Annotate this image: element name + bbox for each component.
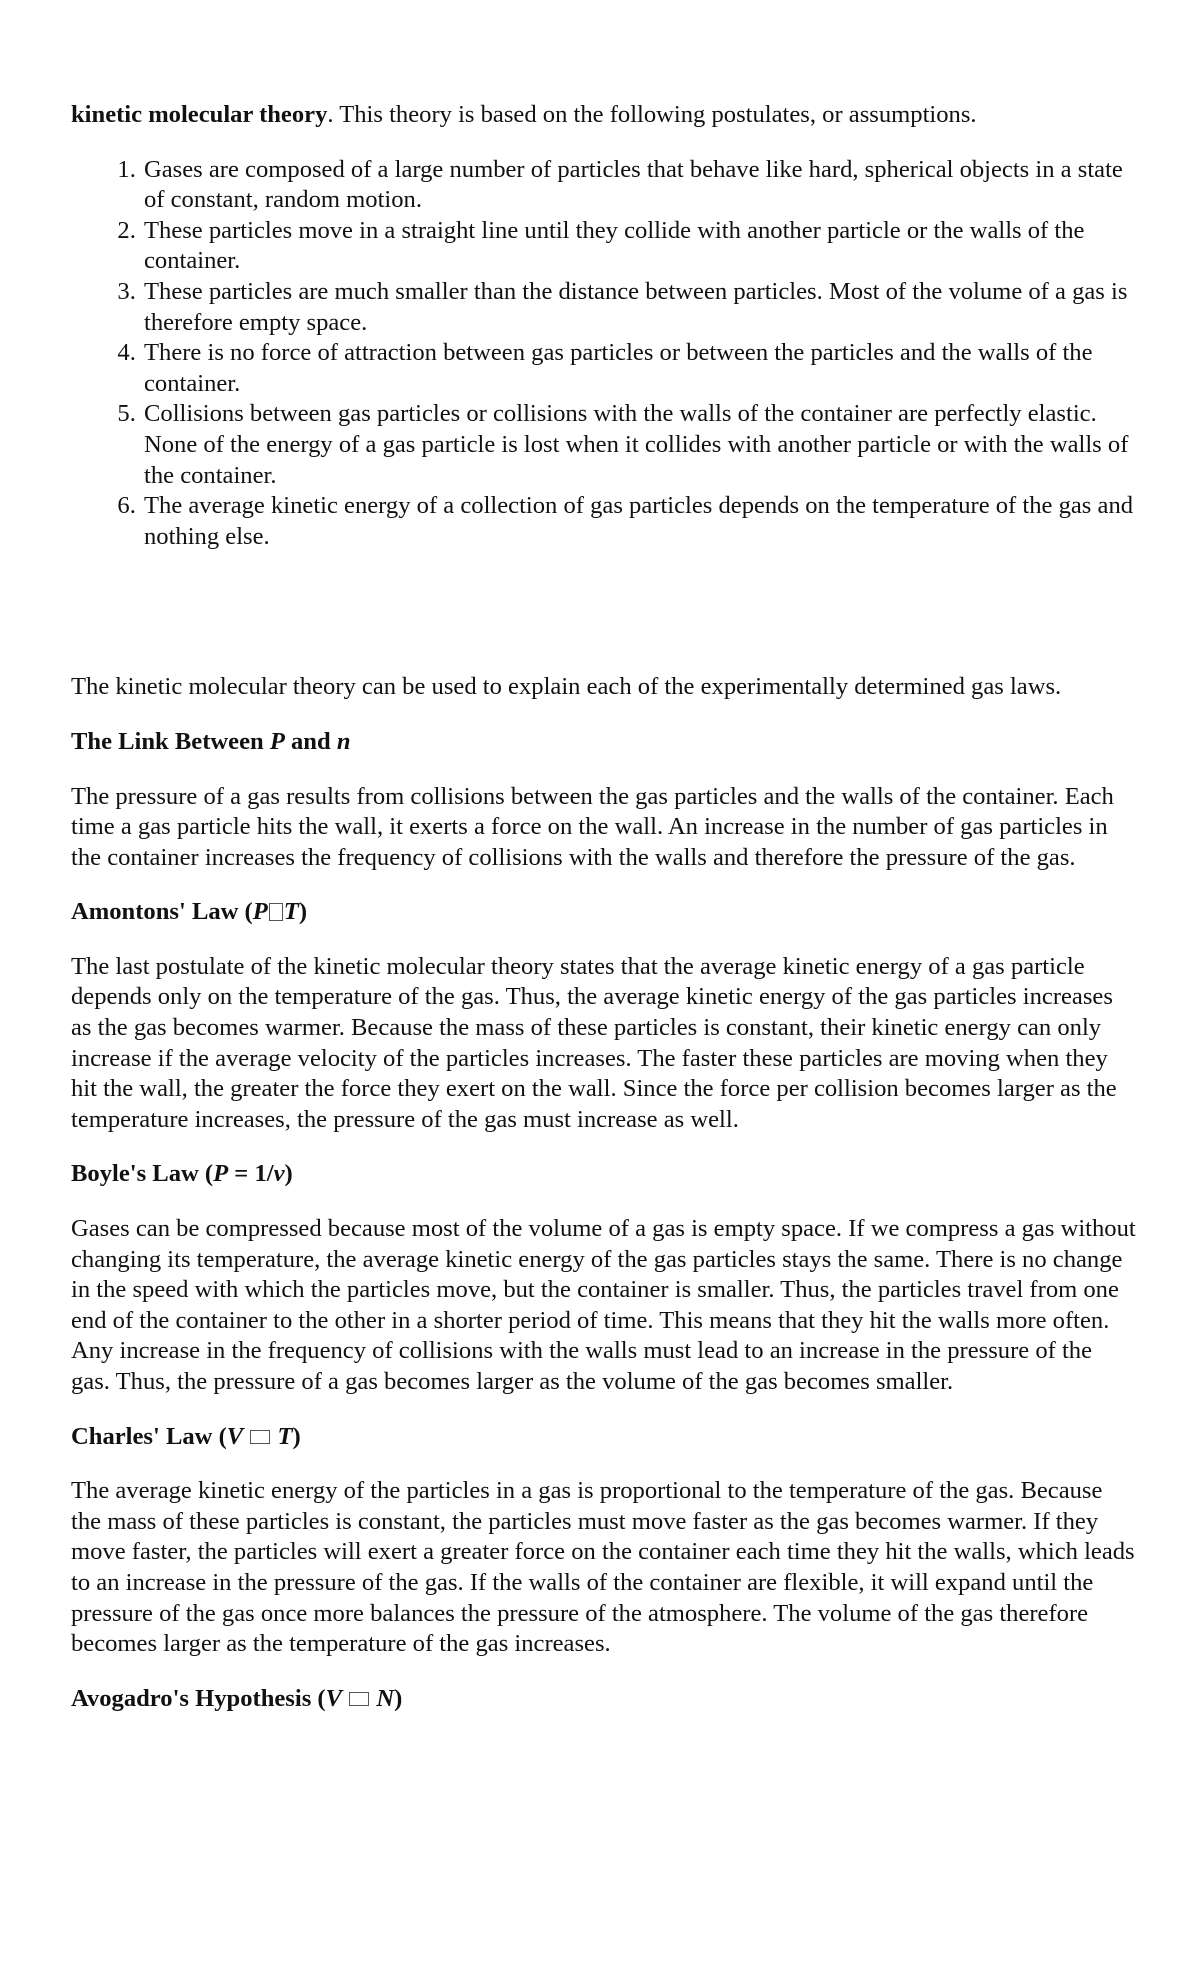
heading-amontons	[71, 897, 1137, 928]
postulate-item: 2. These particles move in a straight line until they collide with another particle or the walls of the container.	[142, 216, 1137, 277]
heading-var: V	[226, 1422, 244, 1450]
intro-term: kinetic molecular theory	[71, 101, 328, 128]
heading-text: Charles' Law (	[71, 1422, 227, 1450]
heading-var: P	[213, 1160, 229, 1188]
heading-text: )	[298, 898, 308, 926]
missing-glyph-icon	[269, 903, 283, 921]
body-charles: The average kinetic energy of the particles in a gas is proportional to the temperature of the gas. Because the mass of these particles is constant, the particles must move faster as the gas becomes warmer. If they move faster, the particles will exert a greater force on the container each time they hit the walls, which leads to an increase in the pressure of the gas. If the walls of the container are flexible, it will expand until the pressure of the gas once more balances the pressure of the atmosphere. The volume of the gas therefore becomes larger as the temperature of the gas increases.	[71, 1477, 1135, 1658]
document-page	[71, 100, 1137, 1738]
postulates-list	[71, 155, 1137, 553]
heading-var: n	[336, 727, 351, 755]
spacer	[71, 552, 1137, 672]
postulate-item: 4. There is no force of attraction between gas particles or between the particles and the walls of the container.	[142, 338, 1137, 399]
heading-p-n	[71, 727, 1137, 758]
heading-text: Boyle's Law (	[71, 1160, 214, 1188]
body-boyle: Gases can be compressed because most of the volume of a gas is empty space. If we compress a gas without changing its temperature, the average kinetic energy of the gas particles stays the same. There is no change in the speed with which the particles move, but the container is smaller. Thus, the particles travel from one end of the container to the other in a shorter period of time. This means that they hit the walls more often. Any increase in the frequency of collisions with the walls must lead to an increase in the pressure of the gas. Thus, the pressure of a gas becomes larger as the volume of the gas becomes smaller.	[71, 1215, 1136, 1395]
heading-text: )	[394, 1684, 403, 1712]
heading-text: )	[284, 1160, 293, 1188]
heading-text: = 1/	[228, 1160, 274, 1188]
body-amontons: The last postulate of the kinetic molecular theory states that the average kinetic energy of a gas particle depends only on the temperature of the gas. Thus, the average kinetic energy of the gas particles increases as the gas becomes warmer. Because the mass of these particles is constant, their kinetic energy can only increase if the average velocity of the particles increases. The faster these particles are moving when they hit the wall, the greater the force they exert on the wall. Since the force per collision becomes larger as the temperature increases, the pressure of the gas must increase as well.	[71, 952, 1117, 1133]
heading-text: and	[284, 727, 337, 755]
heading-boyle	[71, 1159, 1137, 1190]
heading-text: )	[292, 1422, 301, 1450]
intro-paragraph	[71, 100, 1137, 131]
intro-rest: . This theory is based on the following postulates, or assumptions.	[327, 101, 977, 128]
heading-charles	[71, 1422, 1137, 1453]
explain-paragraph: The kinetic molecular theory can be used to explain each of the experimentally determined gas laws.	[71, 673, 1062, 701]
postulate-item: 3. These particles are much smaller than the distance between particles. Most of the volume of a gas is therefore empty space.	[142, 277, 1137, 338]
heading-var: T	[277, 1422, 293, 1450]
heading-var: P	[252, 898, 268, 926]
heading-var: P	[269, 727, 285, 755]
postulate-item: 1. Gases are composed of a large number of particles that behave like hard, spherical objects in a state of constant, random motion.	[142, 155, 1137, 216]
body-p-n: The pressure of a gas results from collisions between the gas particles and the walls of the container. Each time a gas particle hits the wall, it exerts a force on the wall. An increase in the number of gas particles in the container increases the frequency of collisions with the walls and therefore the pressure of the gas.	[71, 782, 1114, 871]
heading-var: N	[376, 1684, 395, 1712]
heading-avogadro	[71, 1684, 1137, 1715]
heading-var: v	[273, 1160, 285, 1188]
heading-text: Avogadro's Hypothesis (	[71, 1684, 326, 1712]
heading-text: The Link Between	[71, 727, 270, 755]
heading-var: V	[325, 1684, 343, 1712]
postulate-item: 5. Collisions between gas particles or collisions with the walls of the container are perfectly elastic. None of the energy of a gas particle is lost when it collides with another particle or with the walls of the container.	[142, 399, 1137, 491]
postulate-item: 6. The average kinetic energy of a collection of gas particles depends on the temperature of the gas and nothing else.	[142, 491, 1137, 552]
heading-var: T	[283, 898, 299, 926]
missing-glyph-icon	[349, 1692, 369, 1706]
heading-text: Amontons' Law (	[71, 898, 253, 926]
missing-glyph-icon	[250, 1430, 270, 1444]
